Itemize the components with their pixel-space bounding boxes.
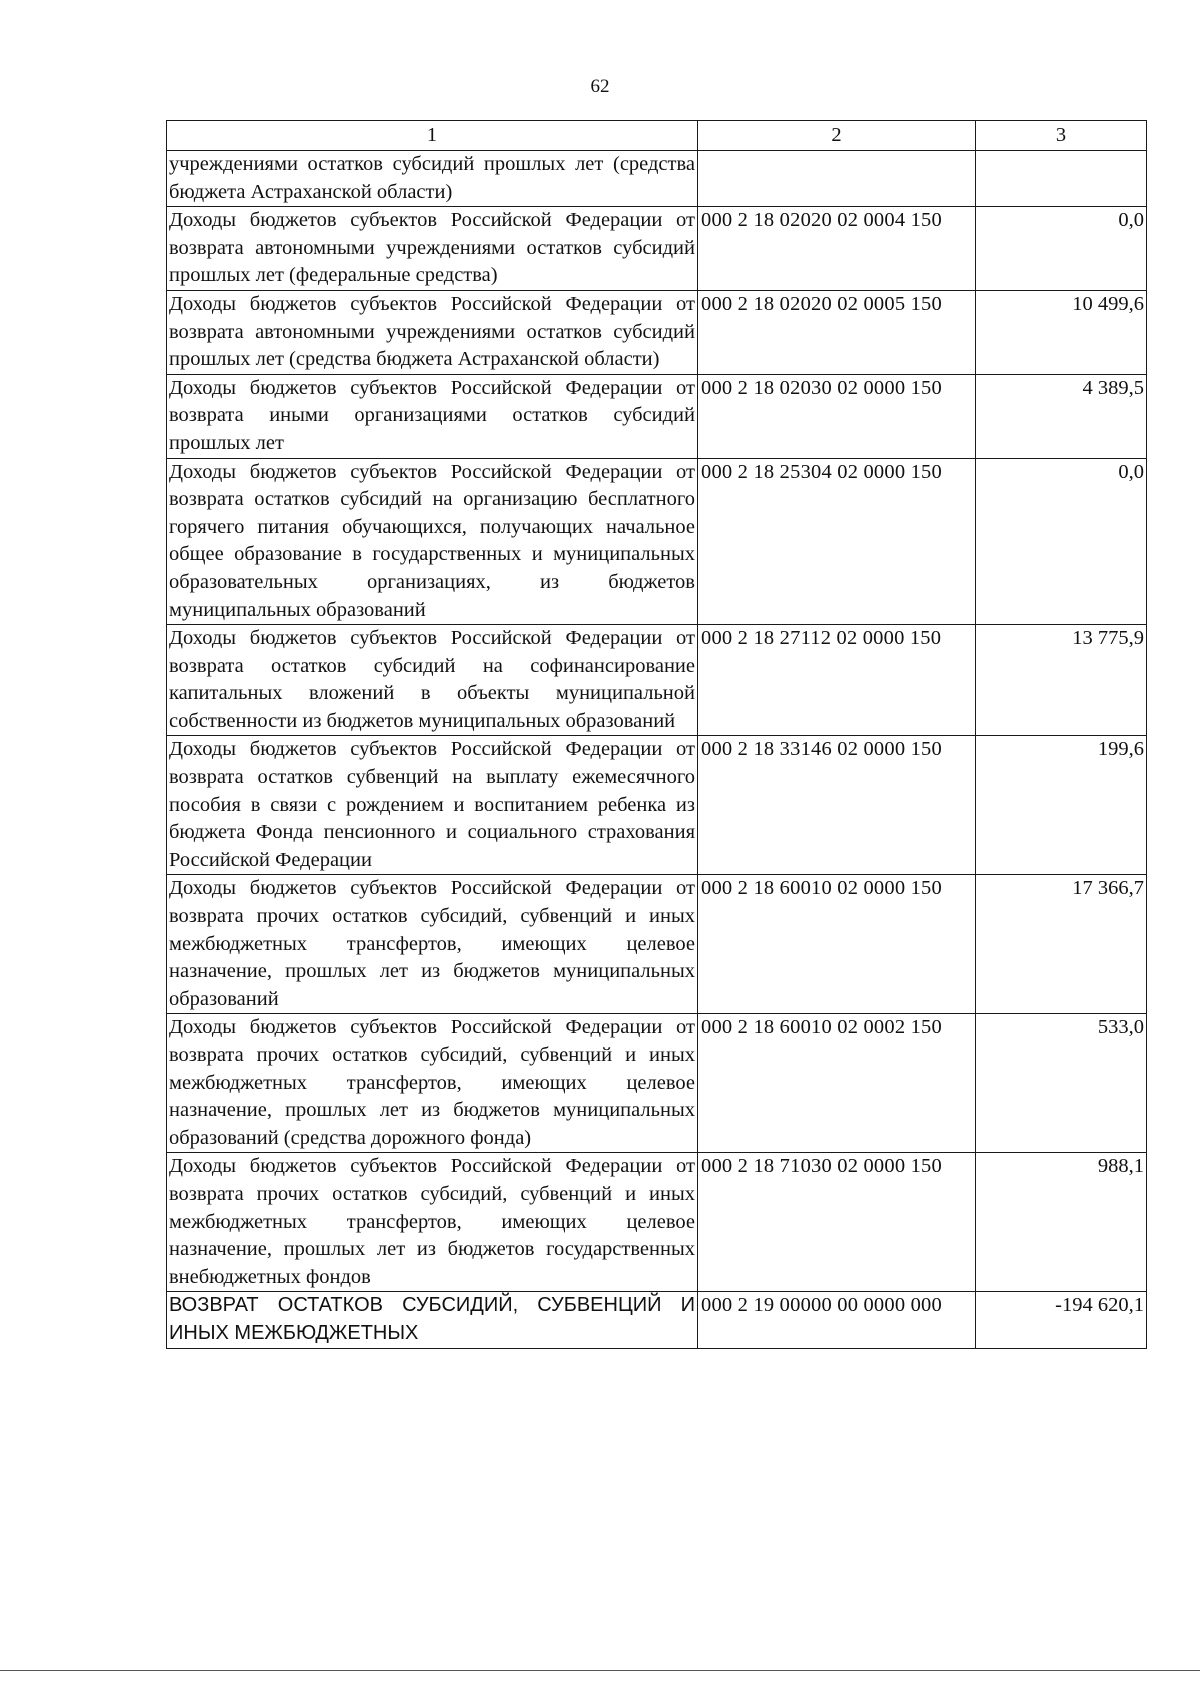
- row-code: 000 2 18 02020 02 0005 150: [698, 290, 976, 374]
- table-row: [167, 1014, 1147, 1153]
- row-value: -194 620,1: [976, 1292, 1147, 1348]
- row-value: [976, 151, 1147, 207]
- row-name: Доходы бюджетов субъектов Российской Федерации от возврата прочих остатков субсидий, субвенций и иных межбюджетных трансфертов, имеющих целевое назначение, прошлых лет из бюджетов муниципальных образований: [167, 875, 698, 1014]
- table-row: [167, 290, 1147, 374]
- table-row: [167, 374, 1147, 458]
- table-header-row: [167, 121, 1147, 151]
- table-row: [167, 625, 1147, 736]
- row-name: учреждениями остатков субсидий прошлых лет (средства бюджета Астраханской области): [167, 151, 698, 207]
- column-header-1: 1: [167, 121, 698, 151]
- row-code: 000 2 18 25304 02 0000 150: [698, 458, 976, 625]
- row-value: 10 499,6: [976, 290, 1147, 374]
- row-code: 000 2 19 00000 00 0000 000: [698, 1292, 976, 1348]
- row-value: 199,6: [976, 736, 1147, 875]
- page-bottom-rule: [0, 1670, 1200, 1671]
- row-name: Доходы бюджетов субъектов Российской Федерации от возврата иными организациями остатков субсидий прошлых лет: [167, 374, 698, 458]
- table-row: [167, 151, 1147, 207]
- table-row: [167, 1153, 1147, 1292]
- table-row: [167, 736, 1147, 875]
- table-row: [167, 875, 1147, 1014]
- row-name: Доходы бюджетов субъектов Российской Федерации от возврата прочих остатков субсидий, субвенций и иных межбюджетных трансфертов, имеющих целевое назначение, прошлых лет из бюджетов государственных внебюджетных фондов: [167, 1153, 698, 1292]
- row-code: [698, 151, 976, 207]
- row-name: Доходы бюджетов субъектов Российской Федерации от возврата остатков субсидий на софинансирование капитальных вложений в объекты муниципальной собственности из бюджетов муниципальных образований: [167, 625, 698, 736]
- row-value: 988,1: [976, 1153, 1147, 1292]
- row-value: 13 775,9: [976, 625, 1147, 736]
- row-value: 4 389,5: [976, 374, 1147, 458]
- row-value: 0,0: [976, 207, 1147, 291]
- row-value: 0,0: [976, 458, 1147, 625]
- row-name: ВОЗВРАТ ОСТАТКОВ СУБСИДИЙ, СУБВЕНЦИЙ И ИНЫХ МЕЖБЮДЖЕТНЫХ: [167, 1292, 698, 1348]
- row-name: Доходы бюджетов субъектов Российской Федерации от возврата автономными учреждениями остатков субсидий прошлых лет (средства бюджета Астраханской области): [167, 290, 698, 374]
- row-value: 533,0: [976, 1014, 1147, 1153]
- row-name: Доходы бюджетов субъектов Российской Федерации от возврата остатков субсидий на организацию бесплатного горячего питания обучающихся, получающих начальное общее образование в государственных и муниципальных образовательных организациях, из бюджетов муниципальных образований: [167, 458, 698, 625]
- row-code: 000 2 18 71030 02 0000 150: [698, 1153, 976, 1292]
- table-row: [167, 207, 1147, 291]
- row-code: 000 2 18 02030 02 0000 150: [698, 374, 976, 458]
- row-code: 000 2 18 60010 02 0000 150: [698, 875, 976, 1014]
- row-name: Доходы бюджетов субъектов Российской Федерации от возврата автономными учреждениями остатков субсидий прошлых лет (федеральные средства): [167, 207, 698, 291]
- row-code: 000 2 18 02020 02 0004 150: [698, 207, 976, 291]
- row-name: Доходы бюджетов субъектов Российской Федерации от возврата прочих остатков субсидий, субвенций и иных межбюджетных трансфертов, имеющих целевое назначение, прошлых лет из бюджетов муниципальных образований (средства дорожного фонда): [167, 1014, 698, 1153]
- table-row: [167, 458, 1147, 625]
- table-row: [167, 1292, 1147, 1348]
- column-header-2: 2: [698, 121, 976, 151]
- row-code: 000 2 18 33146 02 0000 150: [698, 736, 976, 875]
- row-code: 000 2 18 60010 02 0002 150: [698, 1014, 976, 1153]
- page-number: 62: [590, 76, 610, 97]
- row-name: Доходы бюджетов субъектов Российской Федерации от возврата остатков субвенций на выплату ежемесячного пособия в связи с рождением и воспитанием ребенка из бюджета Фонда пенсионного и социального страхования Российской Федерации: [167, 736, 698, 875]
- row-value: 17 366,7: [976, 875, 1147, 1014]
- revenue-table: [166, 120, 1147, 1349]
- row-code: 000 2 18 27112 02 0000 150: [698, 625, 976, 736]
- column-header-3: 3: [976, 121, 1147, 151]
